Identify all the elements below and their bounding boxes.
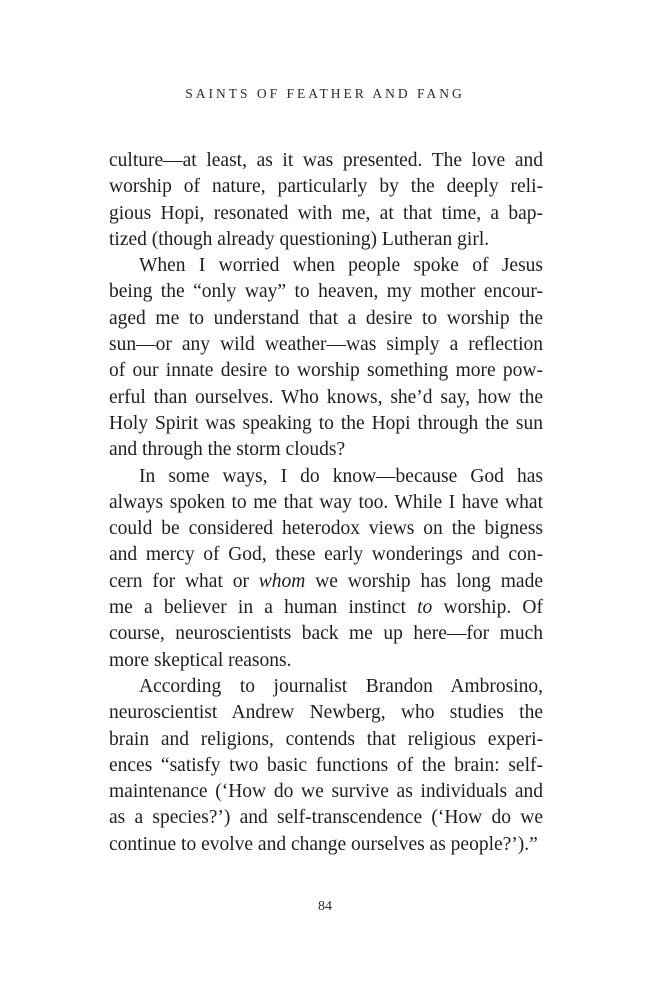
text-line: of our innate desire to worship something more pow-: [109, 360, 543, 382]
text-line: worship of nature, particularly by the deeply reli-: [109, 176, 543, 198]
page-number: 84: [318, 899, 332, 914]
text-line: could be considered heterodox views on the bigness: [109, 518, 543, 540]
text-line: culture—at least, as it was presented. The love and: [109, 150, 543, 171]
text-line: cern for what or whom we worship has long made: [109, 570, 543, 592]
text-line: brain and religions, contends that religious experi-: [109, 728, 543, 750]
text-line: tized (though already questioning) Lutheran girl.: [109, 228, 490, 250]
text-line: always spoken to me that way too. While I have what: [109, 491, 543, 513]
emphasis: whom: [258, 570, 306, 592]
text-line: me a believer in a human instinct to worship. Of: [109, 597, 543, 619]
text-line: neuroscientist Andrew Newberg, who studies the: [109, 702, 543, 724]
text-line: Holy Spirit was speaking to the Hopi through the sun: [109, 412, 543, 434]
running-head: SAINTS OF FEATHER AND FANG: [185, 86, 465, 101]
text-line: ences “satisfy two basic functions of the brain: self-: [109, 754, 543, 776]
paragraph: [109, 253, 543, 463]
text-line: maintenance (‘How do we survive as individuals and: [109, 781, 543, 803]
paragraph: [109, 674, 543, 858]
text-line: being the “only way” to heaven, my mother encour-: [109, 281, 543, 303]
text-line: According to journalist Brandon Ambrosino,: [139, 675, 543, 697]
text-line: In some ways, I do know—because God has: [139, 465, 543, 487]
text-line: sun—or any wild weather—was simply a reflection: [109, 334, 543, 356]
text-line: continue to evolve and change ourselves as people?’).”: [109, 833, 538, 855]
text-line: aged me to understand that a desire to worship the: [109, 307, 543, 329]
body-text: [109, 148, 543, 858]
text-line: and mercy of God, these early wonderings and con-: [109, 544, 543, 566]
text-line: course, neuroscientists back me up here—for much: [109, 623, 543, 645]
emphasis: to: [417, 597, 433, 619]
text-line: and through the storm clouds?: [109, 439, 346, 461]
text-line: erful than ourselves. Who knows, she’d say, how the: [109, 386, 543, 408]
text-line: more skeptical reasons.: [109, 649, 292, 671]
text-line: gious Hopi, resonated with me, at that time, a bap-: [109, 202, 543, 224]
text-line: When I worried when people spoke of Jesus: [139, 255, 543, 277]
paragraph: [109, 148, 543, 253]
text-line: as a species?’) and self-transcendence (‘How do we: [109, 807, 543, 829]
paragraph: [109, 464, 543, 674]
